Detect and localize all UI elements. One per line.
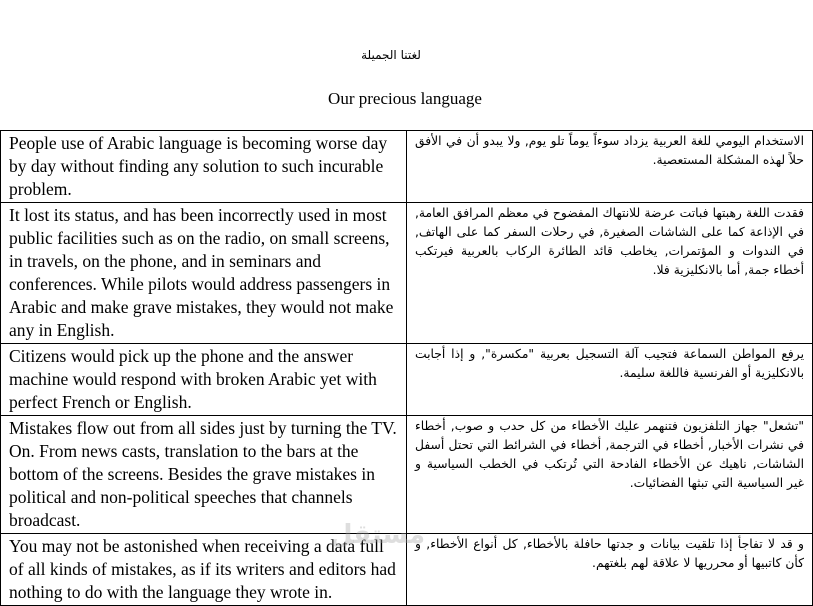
- table-row: [1, 416, 813, 534]
- english-cell: Mistakes flow out from all sides just by turning the TV. On. From news casts, translation to the bars at the bottom of the screens. Besides the grave mistakes in political and non-political speeches that channels broadcast.: [1, 416, 407, 534]
- english-cell: It lost its status, and has been incorrectly used in most public facilities such as on the radio, on small screens, in travels, on the phone, and in seminars and conferences. While pilots would address passengers in Arabic and make grave mistakes, they would not make any in English.: [1, 203, 407, 344]
- english-cell: Citizens would pick up the phone and the answer machine would respond with broken Arabic yet with perfect French or English.: [1, 344, 407, 416]
- arabic-title: لغتنا الجميلة: [361, 48, 421, 62]
- table-row: [1, 131, 813, 203]
- arabic-cell: يرفع المواطن السماعة فتجيب آلة التسجيل بعربية "مكسرة", و إذا أجابت بالانكليزية أو الفرنسية فاللغة سليمة.: [407, 344, 813, 416]
- english-cell: You may not be astonished when receiving a data full of all kinds of mistakes, as if its writers and editors had nothing to do with the language they wrote in.: [1, 534, 407, 606]
- arabic-cell: و قد لا تفاجأ إذا تلقيت بيانات و جدتها حافلة بالأخطاء, كل أنواع الأخطاء, و كأن كاتبيها أو محرريها لا علاقة لهم بلغتهم.: [407, 534, 813, 606]
- table-row: [1, 344, 813, 416]
- arabic-cell: "تشعل" جهاز التلفزيون فتنهمر عليك الأخطاء من كل حدب و صوب, أخطاء في نشرات الأخبار, أخطاء في الترجمة, أخطاء في الشرائط التي تحتل أسفل الشاشات, ناهيك عن الأخطاء الفادحة التي تُرتكب في الخطب السياسية و غير السياسية التي تبثها الفضائيات.: [407, 416, 813, 534]
- english-title: Our precious language: [328, 89, 482, 108]
- arabic-cell: الاستخدام اليومي للغة العربية يزداد سوءاً يوماً تلو يوم, ولا يبدو أن في الأفق حلاً لهذه المشكلة المستعصية.: [407, 131, 813, 203]
- site-watermark: مستقل: [330, 520, 426, 550]
- table-row: [1, 203, 813, 344]
- english-cell: People use of Arabic language is becoming worse day by day without finding any solution to such incurable problem.: [1, 131, 407, 203]
- arabic-cell: فقدت اللغة رهبتها فباتت عرضة للانتهاك المفضوح في معظم المرافق العامة, في الإذاعة كما على الشاشات الصغيرة, في رحلات السفر كما على الهاتف, في الندوات و المؤتمرات, يخاطب قائد الطائرة الركاب بالعربية فيرتكب أخطاء جمة, أما بالانكليزية فلا.: [407, 203, 813, 344]
